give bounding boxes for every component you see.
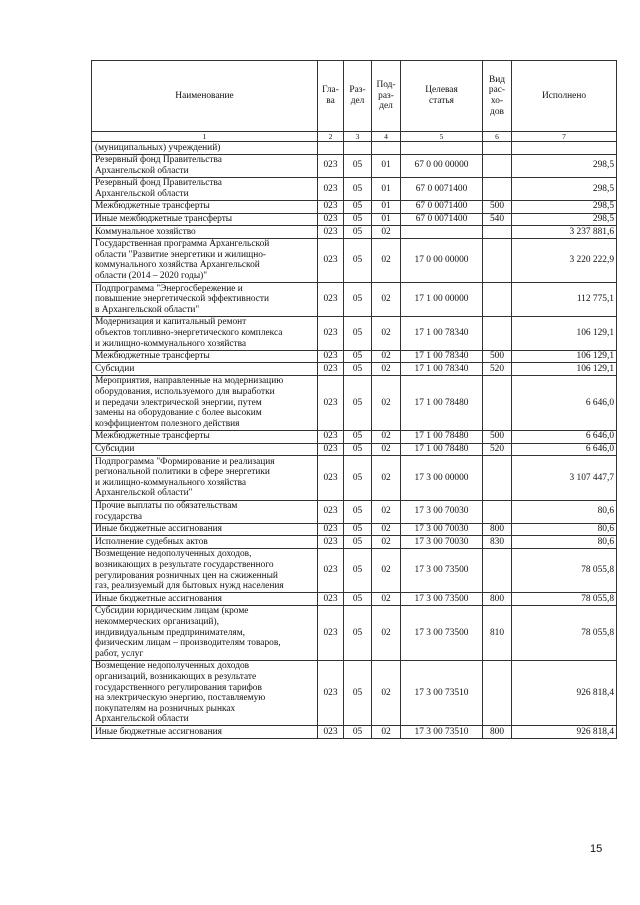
table-row xyxy=(92,523,617,536)
row-amount xyxy=(512,142,617,155)
row-podrazdel: 02 xyxy=(372,548,401,592)
row-podrazdel: 02 xyxy=(372,443,401,456)
row-name: Мероприятия, направленные на модернизацию оборудования, используемого для выработки и передачи электрической энергии, путем замены на оборудование с более высоким коэффициентом полезного действия xyxy=(92,375,318,430)
row-amount: 926 818,4 xyxy=(512,660,617,726)
row-glava: 023 xyxy=(318,500,344,523)
row-vid xyxy=(483,154,512,177)
row-target: 17 3 00 70030 xyxy=(401,536,483,549)
row-name: Резервный фонд Правительства Архангельской области xyxy=(92,177,318,200)
table-row xyxy=(92,660,617,726)
row-podrazdel: 02 xyxy=(372,238,401,282)
row-razdel: 05 xyxy=(344,523,372,536)
row-vid xyxy=(483,283,512,317)
row-podrazdel: 01 xyxy=(372,213,401,226)
budget-table xyxy=(91,60,617,739)
row-razdel: 05 xyxy=(344,548,372,592)
row-target: 17 3 00 00000 xyxy=(401,456,483,500)
row-amount: 106 129,1 xyxy=(512,350,617,363)
row-amount: 78 055,8 xyxy=(512,593,617,606)
table-row xyxy=(92,443,617,456)
row-name: Модернизация и капитальный ремонт объектов топливно-энергетического комплекса и жилищно-коммунального хозяйства xyxy=(92,316,318,350)
row-podrazdel: 02 xyxy=(372,500,401,523)
row-amount: 298,5 xyxy=(512,177,617,200)
row-podrazdel: 02 xyxy=(372,283,401,317)
column-number: 2 xyxy=(318,132,344,142)
row-glava: 023 xyxy=(318,536,344,549)
row-razdel: 05 xyxy=(344,500,372,523)
row-name: Субсидии xyxy=(92,363,318,376)
row-glava: 023 xyxy=(318,430,344,443)
header-name: Наименование xyxy=(92,61,318,132)
row-podrazdel: 02 xyxy=(372,430,401,443)
row-glava: 023 xyxy=(318,593,344,606)
row-vid: 540 xyxy=(483,213,512,226)
table-row xyxy=(92,500,617,523)
row-vid xyxy=(483,226,512,239)
row-vid xyxy=(483,238,512,282)
row-glava: 023 xyxy=(318,443,344,456)
row-vid xyxy=(483,456,512,500)
table-row xyxy=(92,350,617,363)
table-row xyxy=(92,200,617,213)
row-podrazdel: 02 xyxy=(372,456,401,500)
row-razdel: 05 xyxy=(344,660,372,726)
row-target xyxy=(401,142,483,155)
row-razdel: 05 xyxy=(344,283,372,317)
table-row xyxy=(92,142,617,155)
page-number: 15 xyxy=(590,843,603,855)
row-razdel: 05 xyxy=(344,213,372,226)
row-target: 17 3 00 73500 xyxy=(401,605,483,660)
row-razdel: 05 xyxy=(344,536,372,549)
row-target: 17 3 00 73510 xyxy=(401,660,483,726)
row-vid: 520 xyxy=(483,363,512,376)
row-target: 17 1 00 78480 xyxy=(401,443,483,456)
row-razdel: 05 xyxy=(344,430,372,443)
row-razdel: 05 xyxy=(344,375,372,430)
row-vid: 500 xyxy=(483,430,512,443)
row-target: 17 3 00 73510 xyxy=(401,726,483,739)
row-target: 17 3 00 73500 xyxy=(401,593,483,606)
row-amount: 80,6 xyxy=(512,523,617,536)
table-row xyxy=(92,726,617,739)
row-name: Возмещение недополученных доходов, возникающих в результате государственного регулирования розничных цен на сжиженный газ, реализуемый для бытовых нужд населения xyxy=(92,548,318,592)
row-podrazdel: 01 xyxy=(372,154,401,177)
row-glava: 023 xyxy=(318,226,344,239)
row-name: Иные межбюджетные трансферты xyxy=(92,213,318,226)
row-amount: 3 237 881,6 xyxy=(512,226,617,239)
row-razdel: 05 xyxy=(344,154,372,177)
row-glava: 023 xyxy=(318,177,344,200)
table-row xyxy=(92,177,617,200)
header-executed: Исполнено xyxy=(512,61,617,132)
row-razdel: 05 xyxy=(344,726,372,739)
row-target: 17 1 00 00000 xyxy=(401,283,483,317)
row-amount: 80,6 xyxy=(512,500,617,523)
row-name: Резервный фонд Правительства Архангельской области xyxy=(92,154,318,177)
row-glava: 023 xyxy=(318,605,344,660)
table-row xyxy=(92,213,617,226)
row-glava: 023 xyxy=(318,200,344,213)
row-vid: 810 xyxy=(483,605,512,660)
row-glava: 023 xyxy=(318,456,344,500)
table-row xyxy=(92,375,617,430)
table-row xyxy=(92,456,617,500)
table-row xyxy=(92,363,617,376)
row-amount: 926 818,4 xyxy=(512,726,617,739)
row-razdel: 05 xyxy=(344,177,372,200)
row-name: Иные бюджетные ассигнования xyxy=(92,726,318,739)
row-target: 67 0 00 00000 xyxy=(401,154,483,177)
row-amount: 80,6 xyxy=(512,536,617,549)
row-glava: 023 xyxy=(318,283,344,317)
column-number-row xyxy=(92,132,617,142)
row-name: Подпрограмма "Энергосбережение и повышение энергетической эффективности в Архангельской области" xyxy=(92,283,318,317)
row-podrazdel: 02 xyxy=(372,726,401,739)
row-amount: 3 107 447,7 xyxy=(512,456,617,500)
row-razdel: 05 xyxy=(344,443,372,456)
row-vid: 800 xyxy=(483,593,512,606)
row-target: 17 3 00 70030 xyxy=(401,500,483,523)
row-razdel: 05 xyxy=(344,200,372,213)
row-podrazdel: 02 xyxy=(372,523,401,536)
header-row xyxy=(92,61,617,132)
header-vid: Вид рас- хо- дов xyxy=(483,61,512,132)
row-target: 17 3 00 70030 xyxy=(401,523,483,536)
row-razdel: 05 xyxy=(344,605,372,660)
row-vid xyxy=(483,142,512,155)
table-row xyxy=(92,226,617,239)
table-row xyxy=(92,238,617,282)
table-row xyxy=(92,430,617,443)
row-podrazdel: 01 xyxy=(372,177,401,200)
row-name: Коммунальное хозяйство xyxy=(92,226,318,239)
row-podrazdel: 02 xyxy=(372,660,401,726)
row-glava: 023 xyxy=(318,375,344,430)
row-glava: 023 xyxy=(318,523,344,536)
table-row xyxy=(92,283,617,317)
row-name: Прочие выплаты по обязательствам государства xyxy=(92,500,318,523)
row-amount: 298,5 xyxy=(512,154,617,177)
row-amount: 106 129,1 xyxy=(512,316,617,350)
table-row xyxy=(92,154,617,177)
row-podrazdel: 02 xyxy=(372,350,401,363)
row-amount: 112 775,1 xyxy=(512,283,617,317)
row-target: 17 0 00 00000 xyxy=(401,238,483,282)
row-vid: 800 xyxy=(483,523,512,536)
row-vid: 500 xyxy=(483,200,512,213)
row-target: 17 1 00 78480 xyxy=(401,375,483,430)
row-glava: 023 xyxy=(318,726,344,739)
row-podrazdel: 01 xyxy=(372,200,401,213)
row-razdel: 05 xyxy=(344,593,372,606)
row-amount: 3 220 222,9 xyxy=(512,238,617,282)
row-glava: 023 xyxy=(318,238,344,282)
row-amount: 298,5 xyxy=(512,200,617,213)
row-amount: 6 646,0 xyxy=(512,430,617,443)
row-vid xyxy=(483,660,512,726)
row-podrazdel: 02 xyxy=(372,593,401,606)
row-vid xyxy=(483,177,512,200)
column-number: 1 xyxy=(92,132,318,142)
row-podrazdel: 02 xyxy=(372,316,401,350)
row-razdel xyxy=(344,142,372,155)
row-name: Иные бюджетные ассигнования xyxy=(92,523,318,536)
row-target: 67 0 0071400 xyxy=(401,200,483,213)
column-number: 7 xyxy=(512,132,617,142)
row-glava: 023 xyxy=(318,363,344,376)
table-row xyxy=(92,593,617,606)
row-podrazdel: 02 xyxy=(372,536,401,549)
column-number: 3 xyxy=(344,132,372,142)
row-glava: 023 xyxy=(318,350,344,363)
row-razdel: 05 xyxy=(344,350,372,363)
column-number: 5 xyxy=(401,132,483,142)
header-razdel: Раз- дел xyxy=(344,61,372,132)
row-name: Иные бюджетные ассигнования xyxy=(92,593,318,606)
row-name: Межбюджетные трансферты xyxy=(92,350,318,363)
row-podrazdel: 02 xyxy=(372,375,401,430)
table-row xyxy=(92,548,617,592)
row-amount: 78 055,8 xyxy=(512,605,617,660)
row-target: 17 3 00 73500 xyxy=(401,548,483,592)
row-target: 17 1 00 78480 xyxy=(401,430,483,443)
row-target xyxy=(401,226,483,239)
table-row xyxy=(92,316,617,350)
row-glava xyxy=(318,142,344,155)
row-glava: 023 xyxy=(318,316,344,350)
table-row xyxy=(92,536,617,549)
row-vid: 520 xyxy=(483,443,512,456)
table-row xyxy=(92,605,617,660)
column-number: 6 xyxy=(483,132,512,142)
header-glava: Гла- ва xyxy=(318,61,344,132)
row-glava: 023 xyxy=(318,154,344,177)
row-name: Межбюджетные трансферты xyxy=(92,200,318,213)
row-name: Субсидии юридическим лицам (кроме некоммерческих организаций), индивидуальным предпринимателям, физическим лицам – производителям товаров, работ, услуг xyxy=(92,605,318,660)
row-vid: 830 xyxy=(483,536,512,549)
row-name: Субсидии xyxy=(92,443,318,456)
row-vid xyxy=(483,548,512,592)
row-name: Межбюджетные трансферты xyxy=(92,430,318,443)
row-podrazdel: 02 xyxy=(372,363,401,376)
header-podrazdel: Под- раз- дел xyxy=(372,61,401,132)
row-razdel: 05 xyxy=(344,226,372,239)
row-amount: 298,5 xyxy=(512,213,617,226)
row-name: Исполнение судебных актов xyxy=(92,536,318,549)
row-amount: 6 646,0 xyxy=(512,375,617,430)
row-amount: 106 129,1 xyxy=(512,363,617,376)
row-target: 67 0 0071400 xyxy=(401,213,483,226)
row-podrazdel xyxy=(372,142,401,155)
row-vid: 800 xyxy=(483,726,512,739)
row-razdel: 05 xyxy=(344,316,372,350)
row-podrazdel: 02 xyxy=(372,605,401,660)
row-name: (муниципальных) учреждений) xyxy=(92,142,318,155)
row-target: 67 0 0071400 xyxy=(401,177,483,200)
row-name: Возмещение недополученных доходов организаций, возникающих в результате государственного регулирования тарифов на электрическую энергию, поставляемую покупателям на розничных рынках Архангельской области xyxy=(92,660,318,726)
row-name: Подпрограмма "Формирование и реализация региональной политики в сфере энергетики и жилищно-коммунального хозяйства Архангельской области" xyxy=(92,456,318,500)
row-target: 17 1 00 78340 xyxy=(401,316,483,350)
row-glava: 023 xyxy=(318,660,344,726)
row-vid: 500 xyxy=(483,350,512,363)
row-razdel: 05 xyxy=(344,363,372,376)
row-glava: 023 xyxy=(318,548,344,592)
row-vid xyxy=(483,500,512,523)
row-vid xyxy=(483,316,512,350)
row-amount: 78 055,8 xyxy=(512,548,617,592)
column-number: 4 xyxy=(372,132,401,142)
header-target: Целевая статья xyxy=(401,61,483,132)
row-target: 17 1 00 78340 xyxy=(401,350,483,363)
row-vid xyxy=(483,375,512,430)
row-razdel: 05 xyxy=(344,238,372,282)
row-name: Государственная программа Архангельской области "Развитие энергетики и жилищно- коммунального хозяйства Архангельской области (2014 – 2020 годы)" xyxy=(92,238,318,282)
row-glava: 023 xyxy=(318,213,344,226)
row-razdel: 05 xyxy=(344,456,372,500)
row-amount: 6 646,0 xyxy=(512,443,617,456)
row-target: 17 1 00 78340 xyxy=(401,363,483,376)
row-podrazdel: 02 xyxy=(372,226,401,239)
